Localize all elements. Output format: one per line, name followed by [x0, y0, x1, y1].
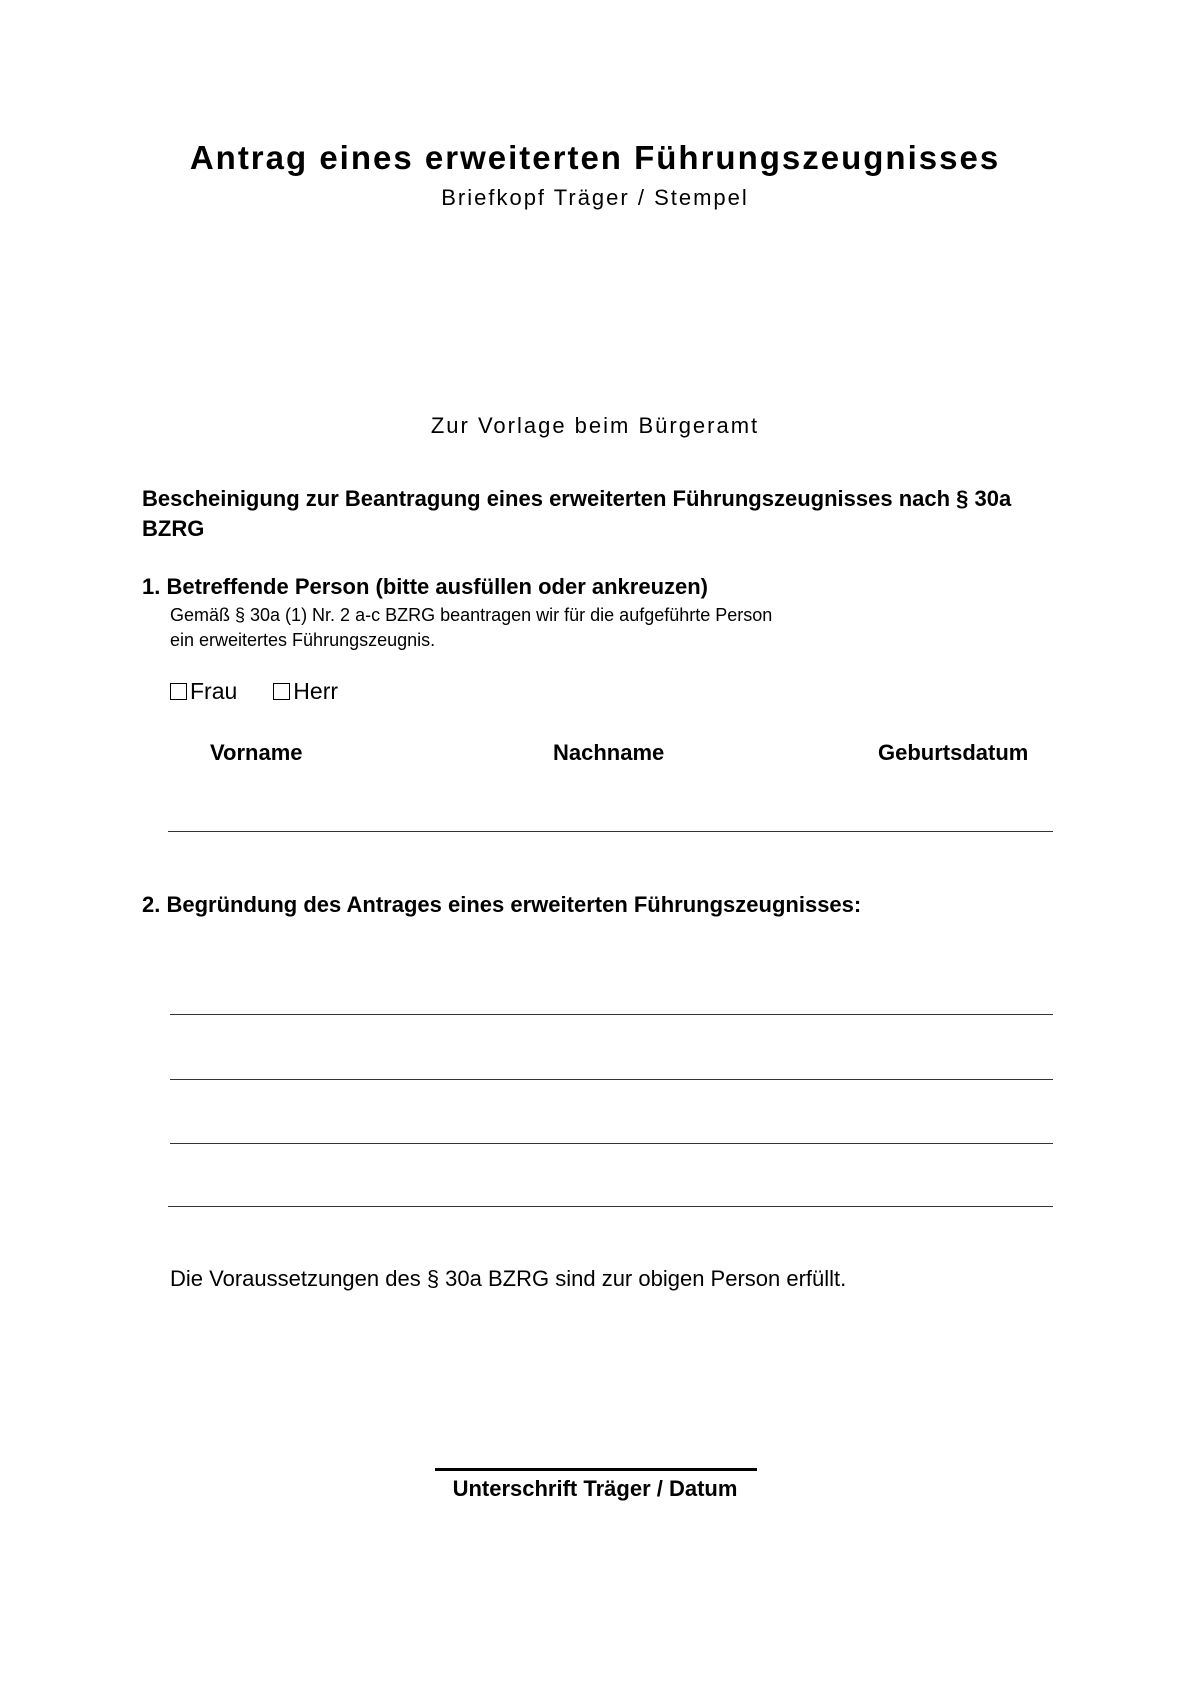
requirements-statement: Die Voraussetzungen des § 30a BZRG sind zur obigen Person erfüllt.: [170, 1266, 847, 1291]
signature-line[interactable]: [435, 1468, 757, 1471]
column-vorname: Vorname: [210, 740, 303, 765]
intro-line-2: ein erweitertes Führungszeugnis.: [170, 630, 436, 650]
gender-options: [170, 678, 338, 705]
signature-label: Unterschrift Träger / Datum: [452, 1476, 738, 1501]
page-title: Antrag eines erweiterten Führungszeugnisses: [189, 139, 1001, 176]
submission-note: Zur Vorlage beim Bürgeramt: [430, 413, 760, 438]
checkbox-herr[interactable]: [273, 678, 338, 705]
intro-line-1: Gemäß § 30a (1) Nr. 2 a-c BZRG beantragen wir für die aufgeführte Person: [170, 605, 773, 625]
column-geburtsdatum: Geburtsdatum: [878, 740, 1029, 765]
checkbox-icon[interactable]: [170, 683, 187, 700]
person-fill-line[interactable]: [168, 831, 1053, 832]
reason-fill-line-2[interactable]: [170, 1079, 1053, 1080]
section1-intro: [170, 603, 930, 653]
checkbox-frau[interactable]: [170, 678, 237, 705]
reason-fill-line-4[interactable]: [168, 1206, 1053, 1207]
column-nachname: Nachname: [553, 740, 665, 765]
certificate-heading: Bescheinigung zur Beantragung eines erweiterten Führungszeugnisses nach § 30a BZRG: [142, 486, 1012, 541]
checkbox-frau-label: Frau: [190, 678, 238, 704]
reason-fill-line-1[interactable]: [170, 1014, 1053, 1015]
reason-fill-line-3[interactable]: [170, 1143, 1053, 1144]
checkbox-icon[interactable]: [273, 683, 290, 700]
letterhead-placeholder: Briefkopf Träger / Stempel: [441, 185, 749, 210]
checkbox-herr-label: Herr: [293, 678, 339, 704]
section1-title: 1. Betreffende Person (bitte ausfüllen oder ankreuzen): [142, 574, 709, 599]
section2-title: 2. Begründung des Antrages eines erweiterten Führungszeugnisses:: [142, 892, 862, 917]
